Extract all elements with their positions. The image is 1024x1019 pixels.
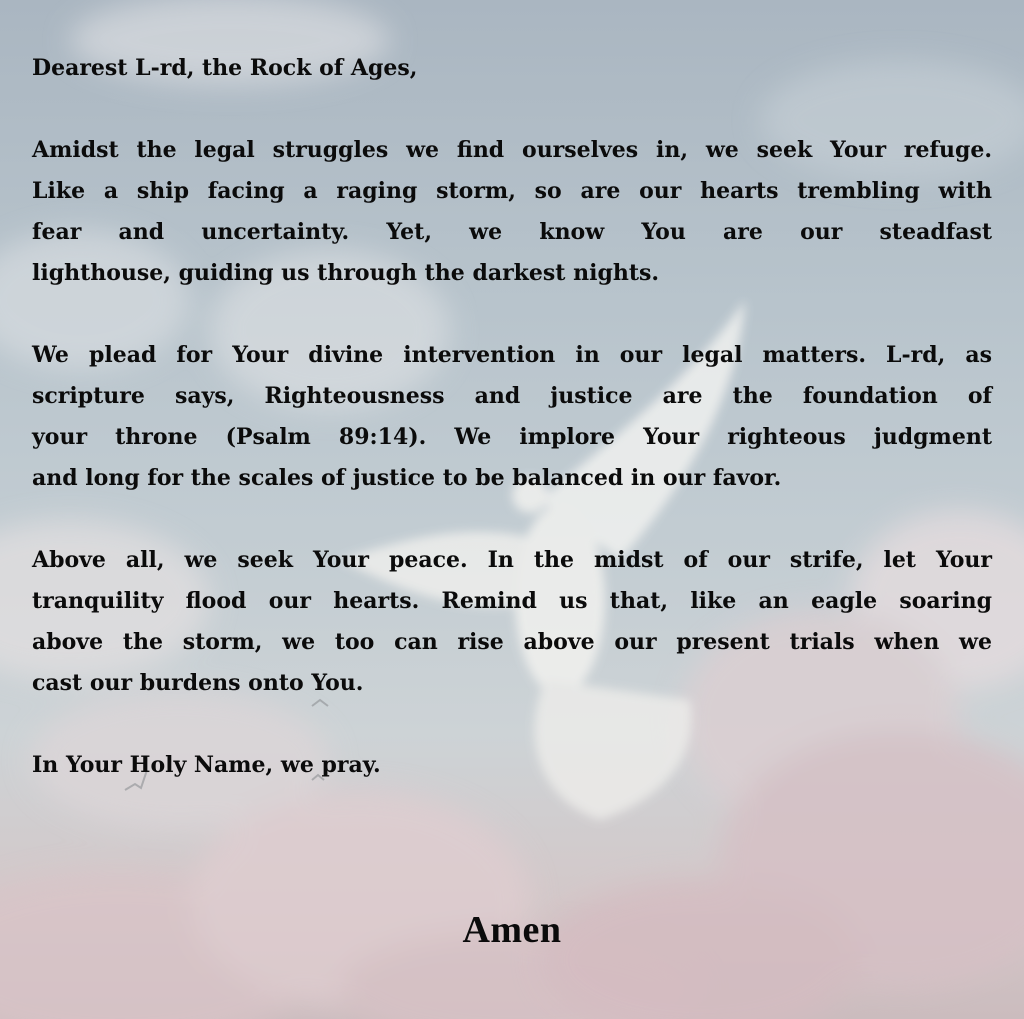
paragraph-2 [32,335,992,499]
paragraph-line: Like a ship facing a raging storm, so are our hearts trembling with [32,178,992,204]
paragraph-line: We plead for Your divine intervention in our legal matters. L-rd, as [32,342,992,368]
paragraph-line: above the storm, we too can rise above our present trials when we [32,629,992,655]
closing-line: In Your Holy Name, we pray. [32,752,381,778]
paragraph-line: lighthouse, guiding us through the darkest nights. [32,260,660,286]
paragraph-line: Above all, we seek Your peace. In the midst of our strife, let Your [32,547,992,573]
paragraph-3 [32,540,992,704]
spacer [32,499,992,540]
paragraph-line: Amidst the legal struggles we find ourselves in, we seek Your refuge. [32,137,992,163]
amen-heading: Amen [462,909,562,951]
paragraph-line: scripture says, Righteousness and justice are the foundation of [32,383,992,409]
paragraph-line: cast our burdens onto You. [32,670,364,696]
spacer [32,89,992,130]
spacer [32,704,992,745]
spacer [32,294,992,335]
prayer-text [32,48,992,786]
greeting: Dearest L-rd, the Rock of Ages, [32,55,418,81]
paragraph-line: tranquility flood our hearts. Remind us that, like an eagle soaring [32,588,992,614]
paragraph-line: your throne (Psalm 89:14). We implore Your righteous judgment [32,424,992,450]
paragraph-1 [32,130,992,294]
paragraph-line: fear and uncertainty. Yet, we know You are our steadfast [32,219,992,245]
paragraph-line: and long for the scales of justice to be balanced in our favor. [32,465,782,491]
